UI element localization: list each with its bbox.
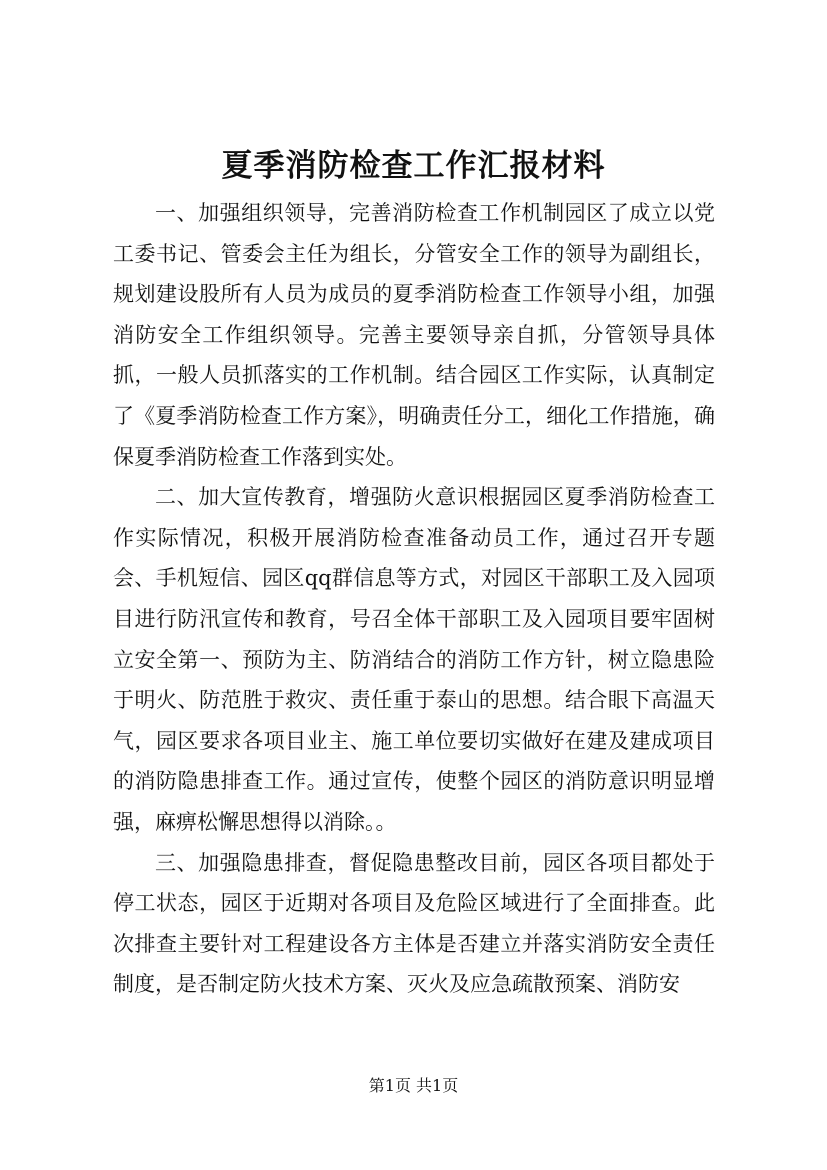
document-body — [113, 193, 715, 1005]
page-number-footer: 第1页 共1页 — [368, 1076, 459, 1095]
paragraph-hazard-inspection: 三、加强隐患排查，督促隐患整改目前，园区各项目都处于停工状态，园区于近期对各项目及危险区域进行了全面排查。此次排查主要针对工程建设各方主体是否建立并落实消防安全责任制度，是否制定防火技术方案、灭火及应急疏散预案、消防安 — [113, 850, 715, 997]
paragraph-organization-leadership: 一、加强组织领导，完善消防检查工作机制园区了成立以党工委书记、管委会主任为组长，分管安全工作的领导为副组长，规划建设股所有人员为成员的夏季消防检查工作领导小组，加强消防安全工作组织领导。完善主要领导亲自抓，分管领导具体抓，一般人员抓落实的工作机制。结合园区工作实际，认真制定了《夏季消防检查工作方案》，明确责任分工，细化工作措施，确保夏季消防检查工作落到实处。 — [113, 201, 715, 469]
document-title: 夏季消防检查工作汇报材料 — [221, 148, 606, 184]
paragraph-publicity-education: 二、加大宣传教育，增强防火意识根据园区夏季消防检查工作实际情况，积极开展消防检查准备动员工作，通过召开专题会、手机短信、园区qq群信息等方式，对园区干部职工及入园项目进行防汛宣传和教育，号召全体干部职工及入园项目要牢固树立安全第一、预防为主、防消结合的消防工作方针，树立隐患险于明火、防范胜于救灾、责任重于泰山的思想。结合眼下高温天气，园区要求各项目业主、施工单位要切实做好在建及建成项目的消防隐患排查工作。通过宣传，使整个园区的消防意识明显增强，麻痹松懈思想得以消除。。 — [113, 485, 715, 834]
